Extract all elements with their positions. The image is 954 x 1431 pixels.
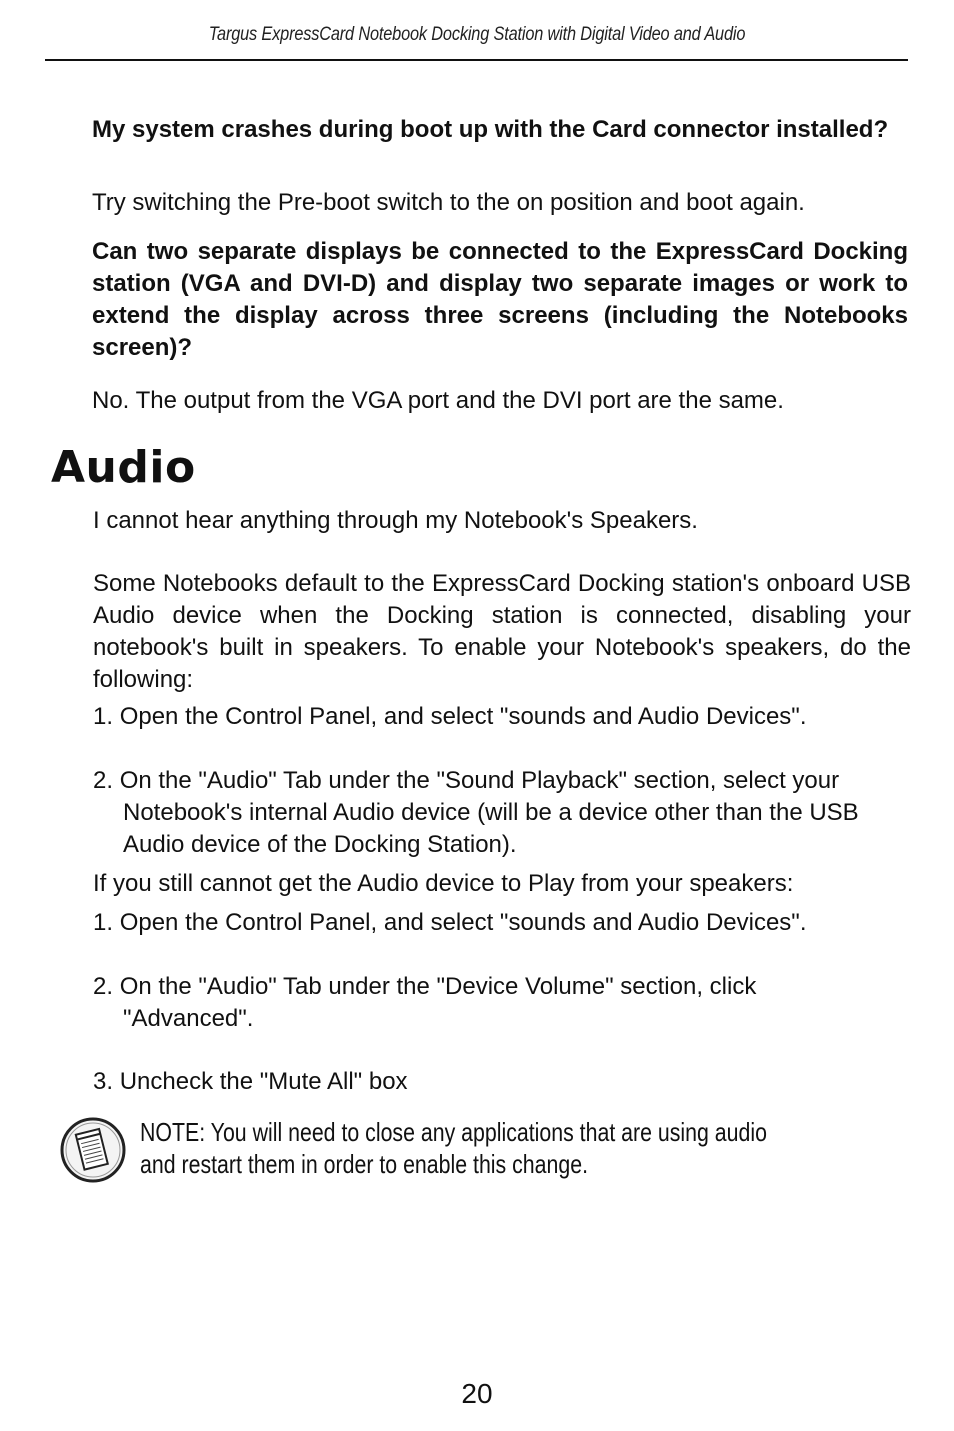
list-item-text: Open the Control Panel, and select "sounds and Audio Devices". bbox=[119, 703, 807, 730]
faq-answer-2: No. The output from the VGA port and the DVI port are the same. bbox=[92, 387, 784, 414]
audio-problem: I cannot hear anything through my Notebook's Speakers. bbox=[93, 507, 698, 534]
audio-followup: If you still cannot get the Audio device to Play from your speakers: bbox=[93, 870, 794, 897]
list-item-number: 1. bbox=[93, 703, 114, 730]
list-item-text: On the "Audio" Tab under the "Sound Playback" section, select your Notebook's internal Audio device (will be a device other than the USB Audio device of the Docking Station). bbox=[119, 767, 859, 858]
faq-question-2: Can two separate displays be connected to the ExpressCard Docking station (VGA and DVI-D) and display two separate images or work to extend the display across three screens (including the Notebooks screen)? bbox=[92, 238, 908, 361]
audio-explanation: Some Notebooks default to the ExpressCard Docking station's onboard USB Audio device when the Docking station is connected, disabling your notebook's built in speakers. To enable your Notebook's speakers, do the following: bbox=[93, 570, 911, 693]
list-item-text: Uncheck the "Mute All" box bbox=[119, 1068, 408, 1095]
section-heading-audio: Audio bbox=[51, 442, 196, 493]
list-item bbox=[93, 1066, 923, 1098]
list-item bbox=[93, 701, 923, 733]
list-item bbox=[93, 765, 923, 861]
header-rule bbox=[45, 59, 908, 61]
note-text: NOTE: You will need to close any applications that are using audio and restart them in order to enable this change. bbox=[140, 1117, 767, 1179]
list-item-number: 2. bbox=[93, 767, 114, 794]
list-item-number: 2. bbox=[93, 973, 114, 1000]
list-item-number: 1. bbox=[93, 909, 114, 936]
list-item-text: Open the Control Panel, and select "sounds and Audio Devices". bbox=[119, 909, 807, 936]
list-item-text: On the "Audio" Tab under the "Device Volume" section, click "Advanced". bbox=[119, 973, 757, 1032]
notepad-icon bbox=[60, 1117, 126, 1183]
faq-question-1: My system crashes during boot up with the Card connector installed? bbox=[92, 116, 889, 143]
running-header: Targus ExpressCard Notebook Docking Station with Digital Video and Audio bbox=[208, 24, 746, 45]
faq-answer-1: Try switching the Pre-boot switch to the on position and boot again. bbox=[92, 189, 805, 216]
list-item bbox=[93, 907, 923, 939]
page-number: 20 bbox=[461, 1378, 493, 1409]
list-item bbox=[93, 971, 863, 1035]
list-item-number: 3. bbox=[93, 1068, 114, 1095]
